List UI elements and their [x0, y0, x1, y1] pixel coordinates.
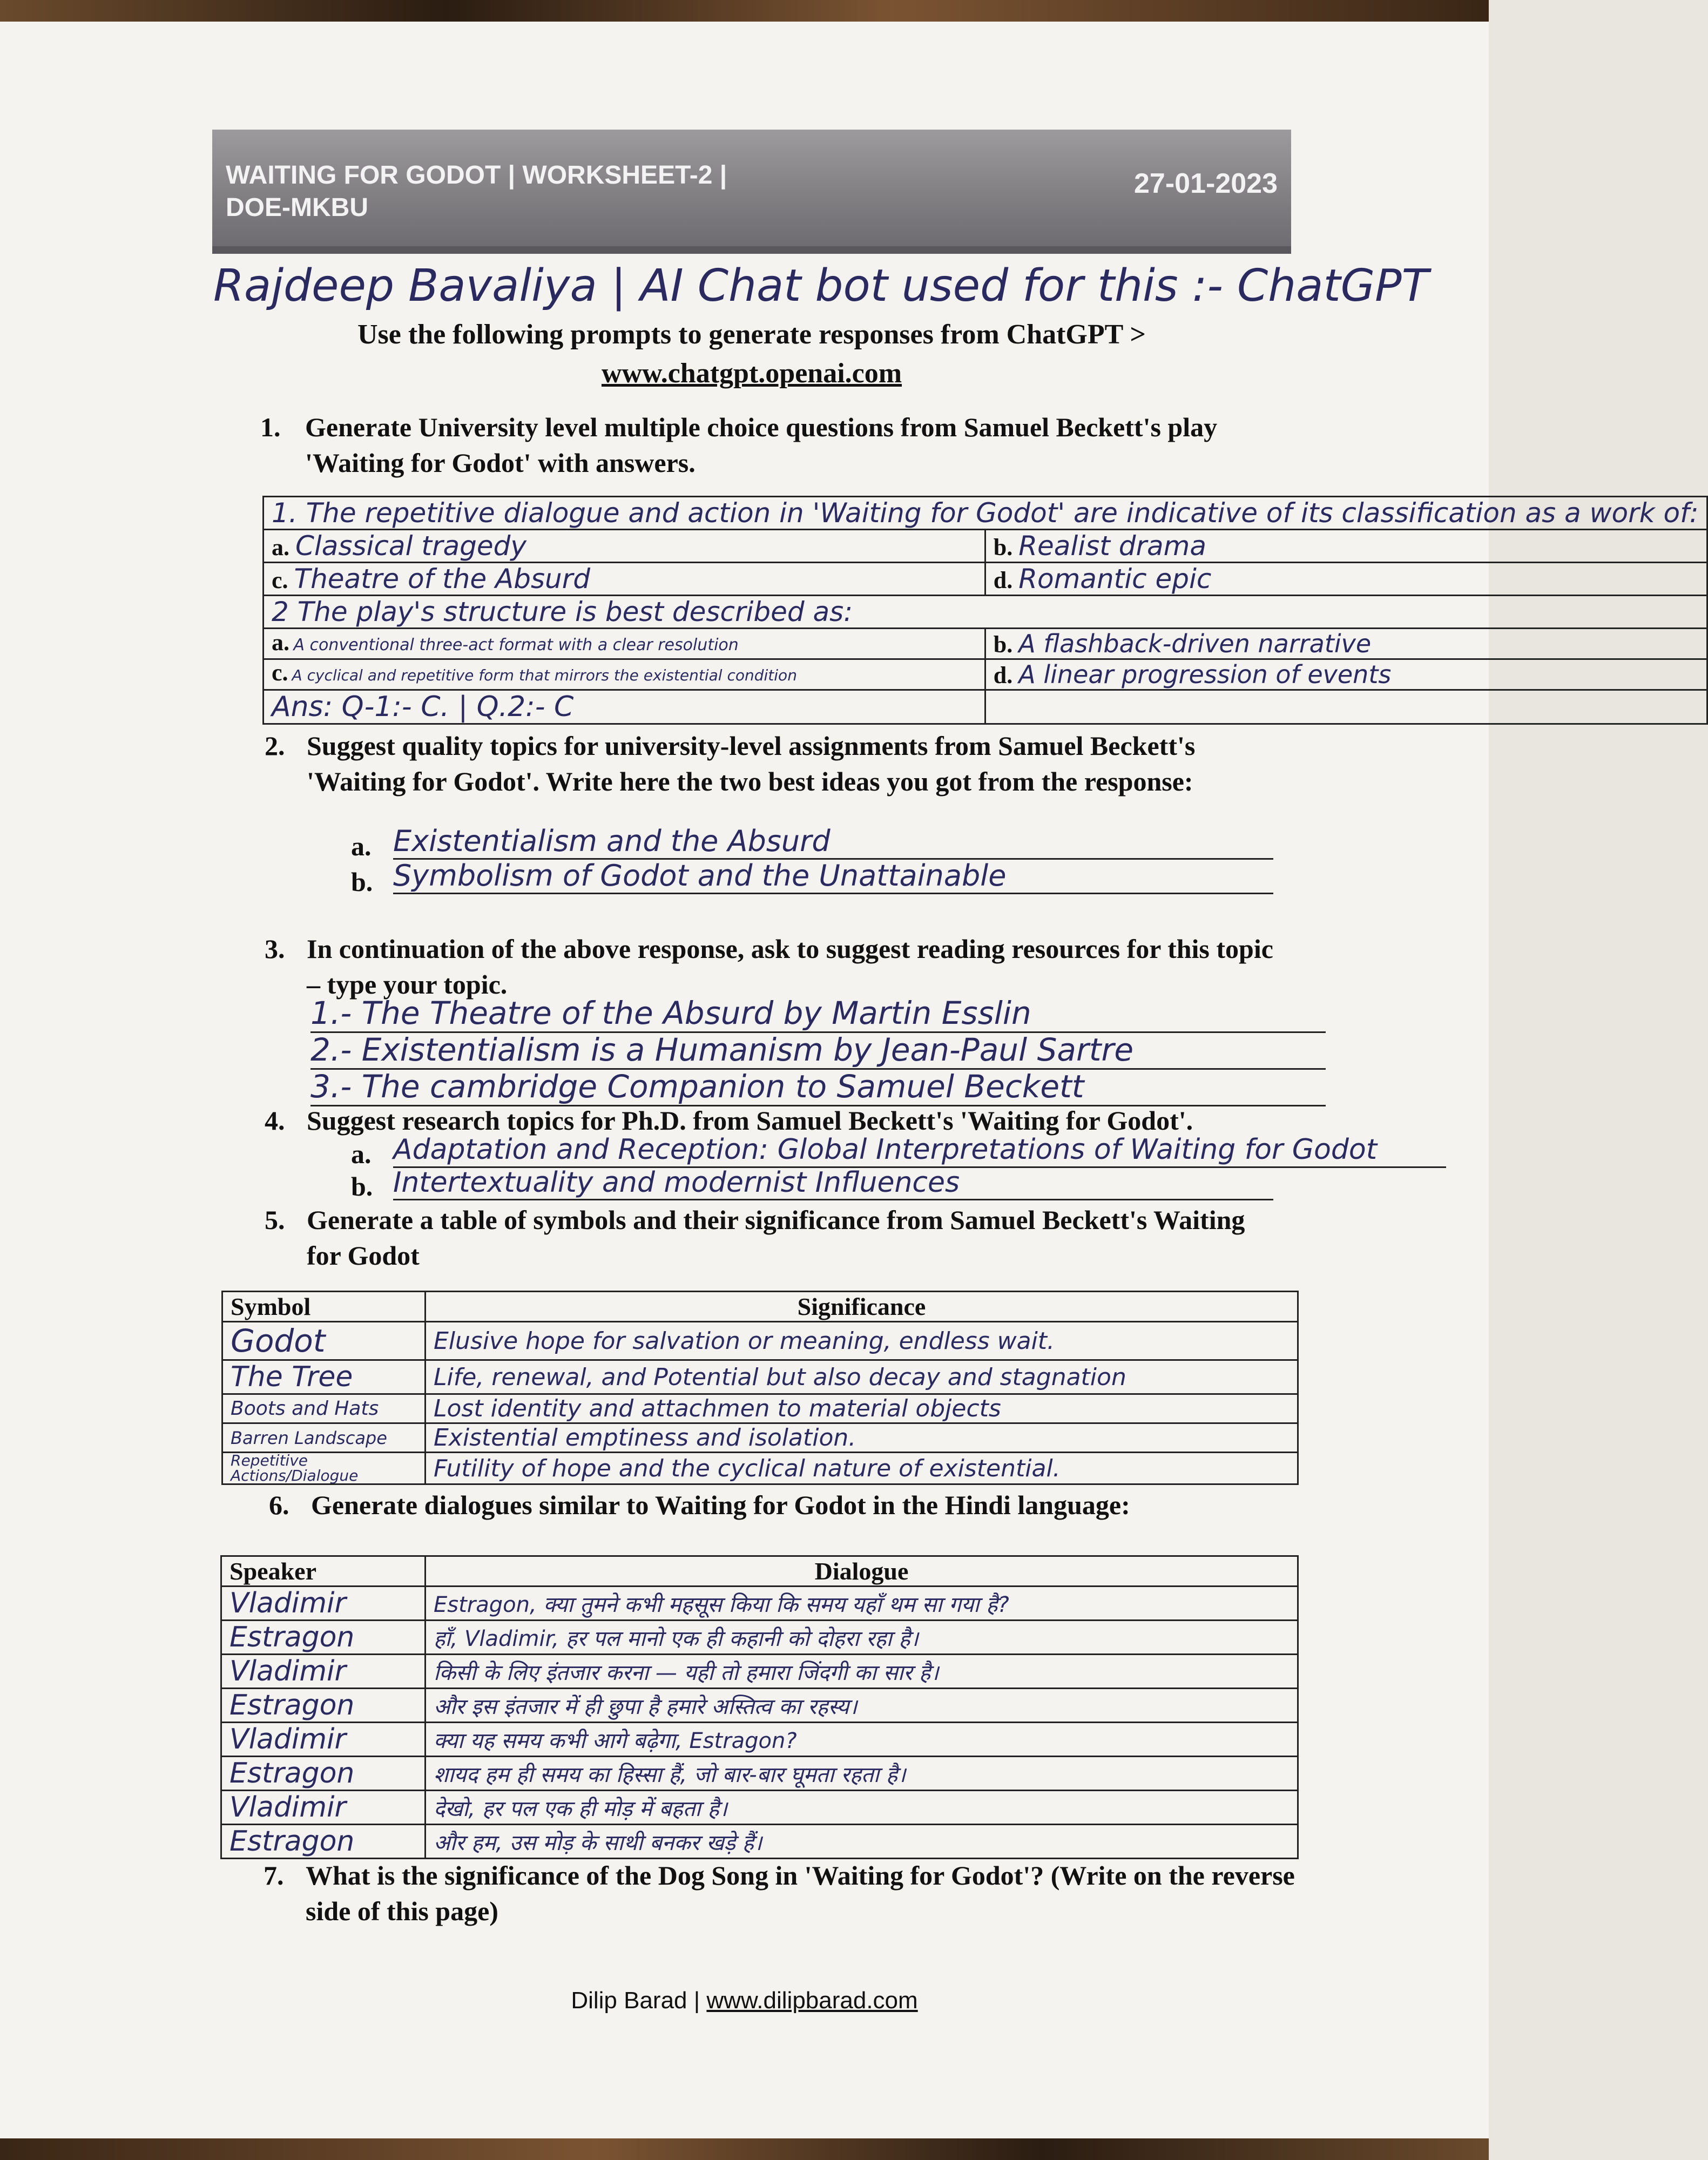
dialogue-cell: और इस इंतजार में ही छुपा है हमारे अस्तित्व का रहस्य।: [426, 1689, 1298, 1723]
q4-a-label: a.: [351, 1139, 372, 1169]
dialogue-cell: किसी के लिए इंतजार करना — यही तो हमारा जिंदगी का सार है।: [426, 1655, 1298, 1689]
table-row: [221, 1791, 1298, 1825]
mcq-q1-option-b: [985, 530, 1707, 563]
option-label-b: b.: [993, 631, 1013, 658]
q2-a-label: a.: [351, 831, 372, 861]
mcq-q1-ab-row: [264, 530, 1707, 563]
footer-author: Dilip Barad |: [571, 1987, 707, 2014]
option-text: Classical tragedy: [295, 530, 526, 562]
footer: [0, 1987, 1489, 2014]
q3-text: In continuation of the above response, ask to suggest reading resources for this topic – type your topic.: [307, 934, 1273, 1000]
q5-text: Generate a table of symbols and their significance from Samuel Beckett's Waiting for Godot: [307, 1205, 1245, 1271]
symbol-cell: Boots and Hats: [222, 1394, 426, 1423]
table-row: [221, 1757, 1298, 1791]
significance-cell: Life, renewal, and Potential but also decay and stagnation: [426, 1360, 1298, 1394]
symbol-cell: Barren Landscape: [222, 1423, 426, 1453]
dialogue-cell: शायद हम ही समय का हिस्सा हैं, जो बार-बार घूमता रहता है।: [426, 1757, 1298, 1791]
table-row: [221, 1621, 1298, 1655]
option-text: Realist drama: [1018, 530, 1207, 562]
dialogue-cell: हाँ, Vladimir, हर पल मानो एक ही कहानी को दोहरा रहा है।: [426, 1621, 1298, 1655]
q3-resource-1: 1.- The Theatre of the Absurd by Martin Esslin: [310, 995, 1326, 1033]
speaker-cell: Estragon: [221, 1621, 426, 1655]
speaker-cell: Vladimir: [221, 1723, 426, 1757]
table-row: [222, 1423, 1298, 1453]
q4-answer-a: Adaptation and Reception: Global Interpretations of Waiting for Godot: [393, 1133, 1446, 1168]
option-label-a: a.: [272, 629, 289, 656]
q2-b-label: b.: [351, 867, 373, 897]
student-line: Rajdeep Bavaliya | AI Chat bot used for this :- ChatGPT: [213, 260, 1429, 312]
option-label-a: a.: [272, 534, 289, 561]
mcq-q1-cd-row: [264, 563, 1707, 596]
mcq-answer-row: [264, 690, 1707, 724]
table-row: [221, 1825, 1298, 1859]
table-row: [222, 1453, 1298, 1484]
symbols-table: [221, 1291, 1299, 1485]
speaker-cell: Vladimir: [221, 1791, 426, 1825]
mcq-table: [262, 496, 1708, 725]
instruction: Use the following prompts to generate responses from ChatGPT >: [357, 319, 1146, 350]
option-text: Theatre of the Absurd: [294, 563, 590, 595]
symbol-cell: The Tree: [222, 1360, 426, 1394]
q4-number: 4.: [265, 1105, 285, 1136]
page-bottom-edge: [0, 2138, 1489, 2160]
q4-text: Suggest research topics for Ph.D. from Samuel Beckett's 'Waiting for Godot'.: [307, 1105, 1193, 1136]
table-row: [222, 1360, 1298, 1394]
speaker-cell: Estragon: [221, 1689, 426, 1723]
symbol-cell: Godot: [222, 1322, 426, 1360]
symbols-col-symbol: Symbol: [222, 1292, 426, 1322]
mcq-q2-cd-row: [264, 659, 1707, 690]
table-row: [221, 1723, 1298, 1757]
option-label-b: b.: [993, 534, 1013, 561]
header-title-line1: WAITING FOR GODOT | WORKSHEET-2 |: [226, 161, 727, 190]
q2-number: 2.: [265, 731, 285, 761]
option-text: A cyclical and repetitive form that mirrors the existential condition: [292, 666, 797, 684]
q3-resource-2: 2.- Existentialism is a Humanism by Jean-Paul Sartre: [310, 1031, 1326, 1070]
mcq-q2-option-c: [264, 659, 985, 690]
table-row: [222, 1394, 1298, 1423]
mcq-q1-stem: 1. The repetitive dialogue and action in 'Waiting for Godot' are indicative of its classification as a work of:: [264, 497, 1707, 530]
mcq-q1-option-c: [264, 563, 985, 596]
header-date: 27-01-2023: [1134, 168, 1278, 199]
header-title-line2: DOE-MKBU: [226, 193, 368, 222]
q1-text: Generate University level multiple choice questions from Samuel Beckett's play 'Waiting for Godot' with answers.: [305, 412, 1218, 478]
q4-answer-b: Intertextuality and modernist Influences: [393, 1166, 1273, 1200]
symbols-col-significance: Significance: [426, 1292, 1298, 1322]
table-row: [222, 1322, 1298, 1360]
page-top-edge: [0, 0, 1489, 22]
mcq-q1-option-d: [985, 563, 1707, 596]
q6-number: 6.: [269, 1490, 289, 1520]
q5-number: 5.: [265, 1205, 285, 1235]
q7-number: 7.: [264, 1860, 284, 1891]
table-row: [221, 1587, 1298, 1621]
significance-cell: Futility of hope and the cyclical nature of existential.: [426, 1453, 1298, 1484]
dialogue-cell: क्या यह समय कभी आगे बढ़ेगा, Estragon?: [426, 1723, 1298, 1757]
table-row: [221, 1655, 1298, 1689]
mcq-q2-stem: 2 The play's structure is best described as:: [264, 596, 1707, 629]
symbols-header-row: [222, 1292, 1298, 1322]
q3-number: 3.: [265, 934, 285, 964]
mcq-q2-option-b: [985, 629, 1707, 659]
speaker-cell: Estragon: [221, 1757, 426, 1791]
dialogue-header-row: [221, 1556, 1298, 1587]
option-label-c: c.: [272, 659, 288, 686]
header-banner: [212, 130, 1291, 254]
mcq-q2-ab-row: [264, 629, 1707, 659]
option-text: Romantic epic: [1018, 563, 1212, 595]
mcq-q2-stem-row: [264, 596, 1707, 629]
mcq-answer-empty-cell: [985, 690, 1707, 724]
q2-answer-a: Existentialism and the Absurd: [393, 824, 1273, 860]
option-text: A linear progression of events: [1018, 660, 1392, 689]
symbol-cell: Repetitive Actions/Dialogue: [222, 1453, 426, 1484]
header-title: [226, 159, 820, 224]
q4-b-label: b.: [351, 1171, 373, 1202]
mcq-q1-option-a: [264, 530, 985, 563]
dialogue-col-dialogue: Dialogue: [426, 1556, 1298, 1587]
option-text: A conventional three-act format with a clear resolution: [293, 635, 739, 654]
significance-cell: Existential emptiness and isolation.: [426, 1423, 1298, 1453]
q1-number: 1.: [260, 412, 281, 442]
dialogue-cell: और हम, उस मोड़ के साथी बनकर खड़े हैं।: [426, 1825, 1298, 1859]
mcq-answers: Ans: Q-1:- C. | Q.2:- C: [264, 690, 985, 724]
dialogue-cell: Estragon, क्या तुमने कभी महसूस किया कि समय यहाँ थम सा गया है?: [426, 1587, 1298, 1621]
q2-answer-b: Symbolism of Godot and the Unattainable: [393, 859, 1273, 894]
mcq-q2-option-a: [264, 629, 985, 659]
table-row: [221, 1689, 1298, 1723]
speaker-cell: Estragon: [221, 1825, 426, 1859]
footer-link[interactable]: www.dilipbarad.com: [706, 1987, 918, 2014]
q7-text: What is the significance of the Dog Song in 'Waiting for Godot'? (Write on the reverse side of this page): [306, 1860, 1295, 1926]
option-text: A flashback-driven narrative: [1018, 629, 1372, 658]
significance-cell: Lost identity and attachmen to material objects: [426, 1394, 1298, 1423]
speaker-cell: Vladimir: [221, 1655, 426, 1689]
dialogue-cell: देखो, हर पल एक ही मोड़ में बहता है।: [426, 1791, 1298, 1825]
significance-cell: Elusive hope for salvation or meaning, endless wait.: [426, 1322, 1298, 1360]
q3-resource-3: 3.- The cambridge Companion to Samuel Beckett: [310, 1068, 1326, 1106]
option-label-c: c.: [272, 567, 288, 593]
speaker-cell: Vladimir: [221, 1587, 426, 1621]
q6-text: Generate dialogues similar to Waiting for Godot in the Hindi language:: [311, 1490, 1130, 1520]
option-label-d: d.: [993, 662, 1013, 688]
chatgpt-site: www.chatgpt.openai.com: [601, 358, 902, 389]
dialogue-col-speaker: Speaker: [221, 1556, 426, 1587]
option-label-d: d.: [993, 567, 1013, 593]
mcq-q1-stem-row: [264, 497, 1707, 530]
dialogue-table: [220, 1555, 1299, 1859]
q2-text: Suggest quality topics for university-level assignments from Samuel Beckett's 'Waiting for Godot'. Write here the two best ideas you got from the response:: [307, 731, 1196, 796]
mcq-q2-option-d: [985, 659, 1707, 690]
